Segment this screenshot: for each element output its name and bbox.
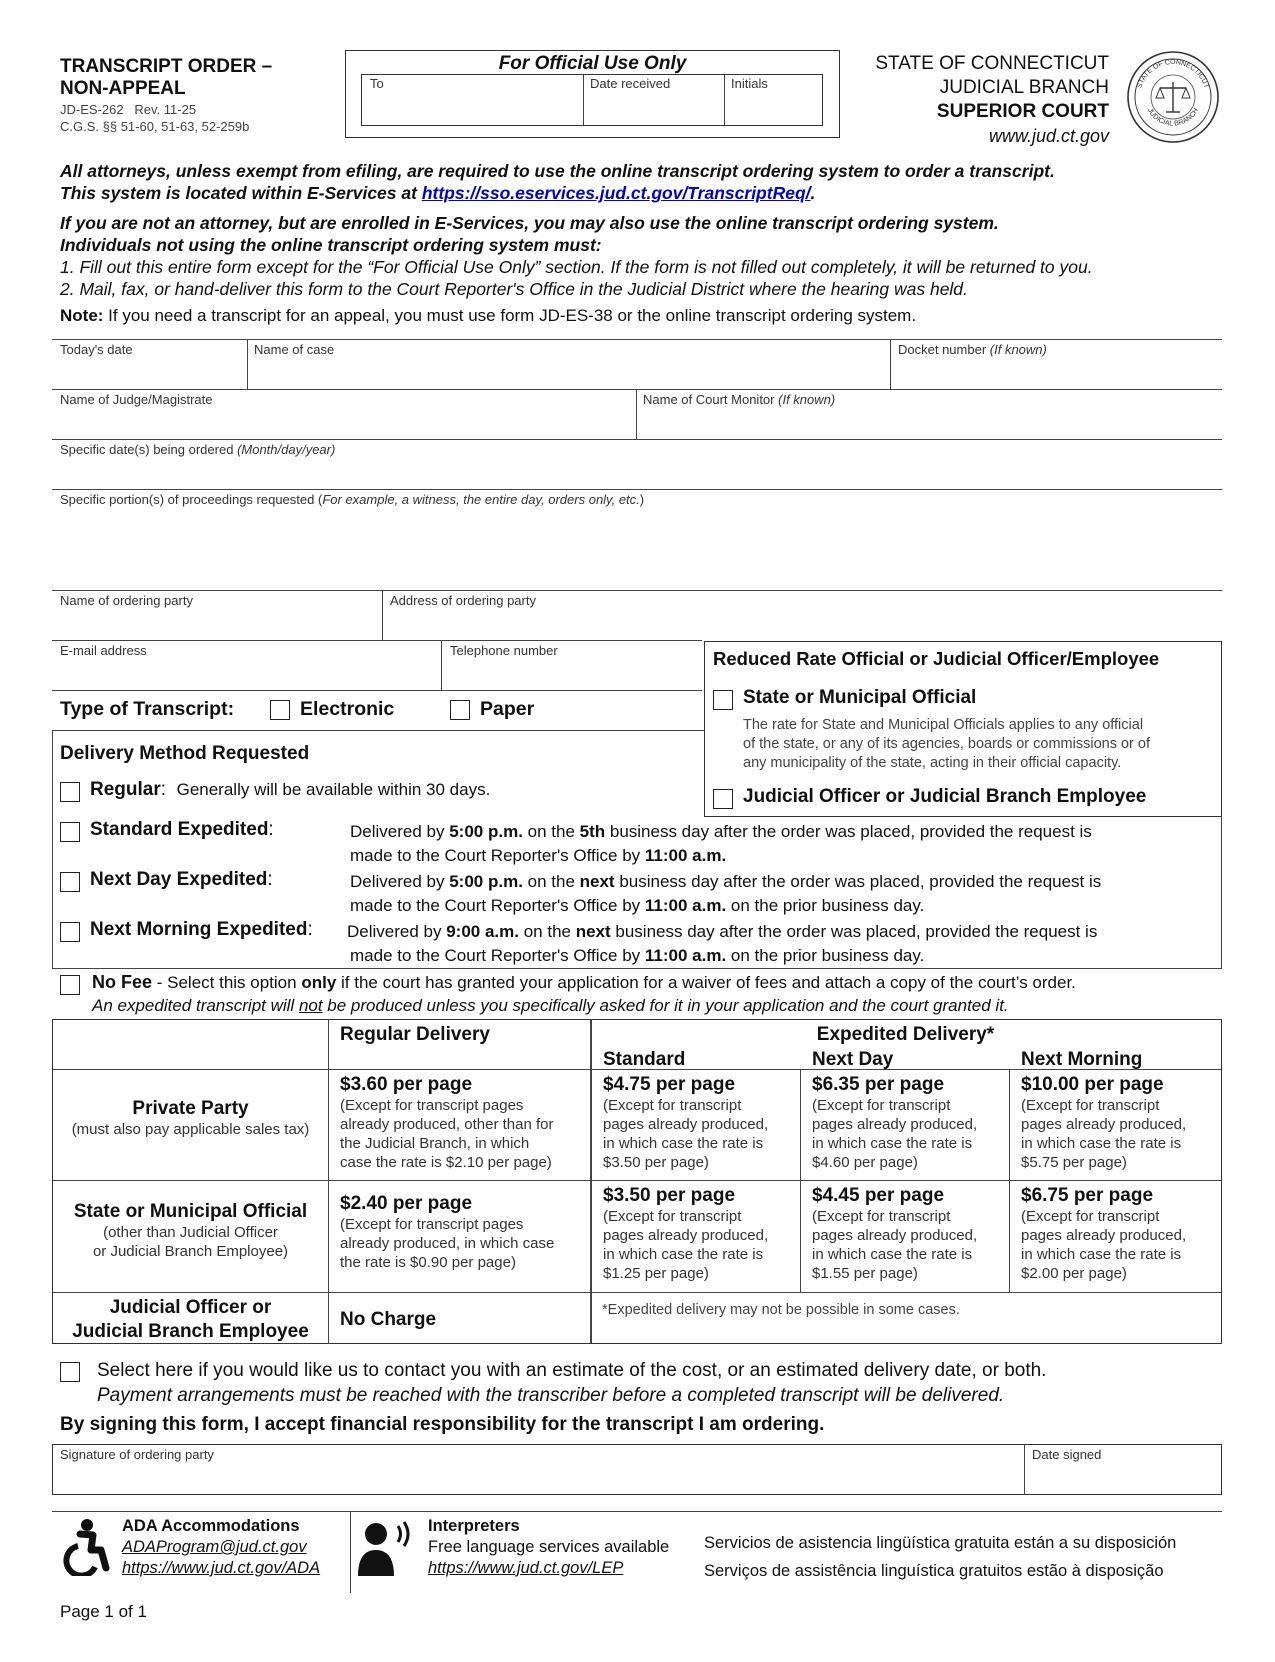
standard-expedited-terms [350,820,1092,868]
next-day-expedited-label: Next Day Expedited [90,869,268,890]
court-header [875,52,1109,148]
court-monitor-label [643,392,835,407]
todays-date-field[interactable] [56,358,242,386]
official-nextday-rate: $4.45 per page [812,1185,945,1206]
financial-responsibility: By signing this form, I accept financial responsibility for the transcript I am ordering. [60,1414,825,1435]
official-use-box [345,50,840,138]
no-fee-only: only [301,973,337,992]
form-title-line2: NON-APPEAL [60,78,186,99]
private-nextmorning-note-2: pages already produced, [1021,1116,1187,1133]
language-notices [704,1529,1176,1585]
date-signed-field[interactable] [1029,1463,1217,1491]
official-standard-note-3: in which case the rate is [603,1246,764,1263]
delivery-heading: Delivery Method Requested [60,743,310,764]
official-initials-label: Initials [731,76,768,91]
next-day-expedited-terms [350,870,1101,918]
ada-title: ADA Accommodations [122,1517,300,1535]
next-day-header: Next Day [812,1049,894,1070]
no-fee-note [92,994,1232,1017]
official-regular-cell [340,1193,554,1272]
next-day-time: 5:00 p.m. [449,872,523,891]
private-standard-note-4: $3.50 per page) [603,1154,709,1171]
estimate-line1: Select here if you would like us to contact you with an estimate of the cost, or an estimated delivery date, or both. [97,1360,1047,1381]
electronic-label: Electronic [300,698,395,720]
official-date-received-label: Date received [590,76,671,91]
estimate-line2: Payment arrangements must be reached with the transcriber before a completed transcript will be delivered. [97,1385,1005,1406]
spanish-notice: Servicios de asistencia lingüística gratuita están a su disposición [704,1534,1177,1552]
page-number: Page 1 of 1 [60,1602,147,1621]
official-nextmorning-note-3: in which case the rate is [1021,1246,1182,1263]
next-day-next: next [579,872,615,891]
regular-description: Generally will be available within 30 days. [176,780,491,799]
official-sublabel-2: or Judicial Branch Employee) [92,1243,289,1260]
dates-ordered-field[interactable] [56,458,1216,486]
no-fee-label: No Fee [92,972,153,992]
court-monitor-text: Name of Court Monitor [643,392,775,407]
portions-hint-close: ) [639,492,645,507]
interpreter-text: Free language services available [428,1538,670,1556]
next-morning-made-to: made to the Court Reporter's Office by [350,946,645,965]
dates-ordered-text: Specific date(s) being ordered [60,442,234,457]
standard-expedited-label: Standard Expedited [90,819,269,840]
no-fee-text: if the court has granted your application for a waiver of fees and attach a copy of the court’s order. [336,973,1076,992]
note-text: If you need a transcript for an appeal, you must use form JD-ES-38 or the online transcript ordering system. [103,306,917,325]
instruction-line2-suffix: . [810,183,816,203]
standard-on-the: on the [522,822,580,841]
case-name-field[interactable] [252,358,884,386]
note-label: Note: [60,306,104,325]
private-nextday-cell [812,1074,977,1172]
instruction-attorneys [60,160,1210,204]
instruction-step2: 2. Mail, fax, or hand-deliver this form to the Court Reporter's Office in the Judicial District where the hearing was held. [60,279,968,299]
todays-date-label: Today's date [60,342,133,357]
note [60,306,916,326]
address-label: Address of ordering party [390,593,536,608]
standard-cutoff: 11:00 a.m. [644,846,727,865]
seal-text-top: STATE OF CONNECTICUT [1136,58,1210,90]
official-regular-rate: $2.40 per page [340,1193,473,1214]
official-nextday-note-3: in which case the rate is [812,1246,973,1263]
regular-label: Regular [90,779,161,800]
private-standard-note-3: in which case the rate is [603,1135,764,1152]
private-nextday-note-1: (Except for transcript [812,1097,951,1114]
official-use-title: For Official Use Only [498,53,687,74]
case-name-label: Name of case [254,342,335,357]
no-charge: No Charge [340,1309,437,1330]
no-fee-option [92,971,1232,1017]
no-fee-dash: - Select this option [152,973,302,992]
standard-expedited-option [90,819,274,841]
estimate-text [97,1358,1046,1408]
no-fee-note-pre: An expedited transcript will [92,996,299,1015]
state-official-label: State or Municipal Official [743,687,977,708]
next-day-on-the: on the [522,872,580,891]
next-day-made-to: made to the Court Reporter's Office by [350,896,645,915]
next-day-terms-line2 [350,894,1101,918]
next-day-terms-line1 [350,870,1101,894]
judicial-employee-checkbox[interactable] [713,789,733,809]
standard-made-to: made to the Court Reporter's Office by [350,846,645,865]
private-regular-note-1: (Except for transcript pages [340,1097,524,1114]
expedited-footnote: *Expedited delivery may not be possible in some cases. [602,1302,960,1318]
private-regular-rate: $3.60 per page [340,1074,473,1095]
court-name: SUPERIOR COURT [936,101,1109,122]
reduced-rate-title: Reduced Rate Official or Judicial Officer/Employee [713,648,1160,669]
private-standard-note-1: (Except for transcript [603,1097,742,1114]
private-party-row-label [53,1098,328,1139]
official-date-received-field[interactable] [587,93,721,121]
court-monitor-hint: (If known) [778,392,836,407]
official-to-field[interactable] [366,93,578,121]
transcript-type-label: Type of Transcript: [60,698,235,720]
private-regular-note-4: case the rate is $2.10 per page) [340,1154,552,1171]
regular-delivery-header: Regular Delivery [340,1024,490,1045]
standard-5th: 5th [579,822,606,841]
official-standard-rate: $3.50 per page [603,1185,736,1206]
official-nextmorning-rate: $6.75 per page [1021,1185,1154,1206]
official-standard-note-4: $1.25 per page) [603,1265,709,1282]
state-official-desc-line1: The rate for State and Municipal Officials applies to any official [743,717,1144,733]
form-title [60,56,272,100]
private-nextday-note-4: $4.60 per page) [812,1154,918,1171]
no-fee-note-post: be produced unless you specifically asked for it in your application and the court granted it. [322,996,1009,1015]
email-field[interactable] [56,659,436,687]
form-title-line1: TRANSCRIPT ORDER – [60,56,273,77]
state-official-desc-line3: any municipality of the state, acting in their official capacity. [743,755,1122,771]
dates-ordered-label [60,442,335,457]
official-standard-note-1: (Except for transcript [603,1208,742,1225]
official-regular-note-1: (Except for transcript pages [340,1216,524,1233]
regular-colon: : [160,779,167,800]
instruction-line3: If you are not an attorney, but are enrolled in E-Services, you may also use the online transcript ordering system. [60,213,999,233]
private-nextday-rate: $6.35 per page [812,1074,945,1095]
seal-text-bottom: JUDICIAL BRANCH [1145,107,1201,128]
standard-delivered-by: Delivered by [350,822,450,841]
next-morning-expedited-terms [347,920,1097,968]
paper-checkbox[interactable] [450,700,470,720]
rate-table [52,1019,1222,1344]
official-nextday-cell [812,1185,977,1283]
standard-expedited-checkbox[interactable] [60,822,80,842]
docket-number-label [898,342,1047,357]
signature-label: Signature of ordering party [60,1447,214,1462]
standard-terms-line2 [350,844,1092,868]
standard-header: Standard [603,1049,686,1070]
instruction-step1: 1. Fill out this entire form except for the “For Official Use Only” section. If the form is not filled out completely, it will be returned to you. [60,257,1093,277]
ordering-party-label: Name of ordering party [60,593,193,608]
private-regular-note-3: the Judicial Branch, in which [340,1135,530,1152]
judge-label: Name of Judge/Magistrate [60,392,213,407]
statutes: C.G.S. §§ 51-60, 51-63, 52-259b [60,119,250,134]
next-morning-terms-line1 [347,920,1097,944]
signature-box [52,1444,1222,1495]
next-morning-delivered-by: Delivered by [347,922,447,941]
portions-hint: For example, a witness, the entire day, orders only, etc. [322,492,640,507]
no-fee-checkbox[interactable] [60,975,80,995]
regular-checkbox[interactable] [60,782,80,802]
state-official-desc-line2: of the state, or any of its agencies, boards or commissions or of [743,736,1150,752]
official-to-label: To [370,76,384,91]
docket-number-field[interactable] [896,358,1218,386]
electronic-checkbox[interactable] [270,700,290,720]
next-morning-cutoff: 11:00 a.m. [644,946,727,965]
instruction-line4: Individuals not using the online transcript ordering system must: [60,235,602,255]
judicial-seal-icon [1126,50,1220,144]
next-morning-prior: on the prior business day. [726,946,925,965]
next-morning-next: next [575,922,611,941]
portions-label [60,492,644,507]
next-day-prior: on the prior business day. [726,896,925,915]
private-nextmorning-note-1: (Except for transcript [1021,1097,1160,1114]
standard-after: business day after the order was placed, provided the request is [605,822,1092,841]
next-day-after: business day after the order was placed, provided the request is [614,872,1102,891]
telephone-label: Telephone number [450,643,558,658]
next-morning-time: 9:00 a.m. [446,922,519,941]
ada-section [122,1516,320,1579]
private-standard-rate: $4.75 per page [603,1074,736,1095]
no-fee-line1 [92,971,1232,994]
portions-field[interactable] [56,510,1216,586]
instruction-line1: All attorneys, unless exempt from efiling, are required to use the online transcript ordering system to order a transcript. [60,161,1055,181]
private-party-label: Private Party [132,1098,249,1119]
regular-option [90,779,490,801]
private-nextmorning-rate: $10.00 per page [1021,1074,1164,1095]
website: www.jud.ct.gov [988,126,1109,146]
judicial-employee-label: Judicial Officer or Judicial Branch Employee [743,786,1147,807]
standard-expedited-colon: : [268,819,274,840]
official-regular-note-2: already produced, in which case [340,1235,555,1252]
official-nextmorning-note-1: (Except for transcript [1021,1208,1160,1225]
official-nextmorning-note-4: $2.00 per page) [1021,1265,1127,1282]
portuguese-notice: Serviços de assistência linguística gratuitos estão à disposição [704,1562,1164,1580]
interpreter-section [428,1516,669,1579]
form-number: JD-ES-262 Rev. 11-25 [60,102,197,117]
next-morning-expedited-label: Next Morning Expedited [90,919,308,940]
private-regular-note-2: already produced, other than for [340,1116,554,1133]
estimate-checkbox[interactable] [60,1362,80,1382]
next-morning-header: Next Morning [1021,1049,1143,1070]
official-initials-field[interactable] [728,93,820,121]
standard-time: 5:00 p.m. [449,822,523,841]
no-fee-note-not: not [298,996,323,1015]
private-nextday-note-3: in which case the rate is [812,1135,973,1152]
next-day-expedited-option [90,869,273,891]
judicial-label-line2: Judicial Branch Employee [72,1321,309,1342]
interpreter-icon [356,1520,414,1576]
branch-name: JUDICIAL BRANCH [939,77,1109,98]
judicial-label-line1: Judicial Officer or [109,1297,272,1318]
interpreter-url-link[interactable]: https://www.jud.ct.gov/LEP [428,1559,624,1577]
docket-label-text: Docket number [898,342,987,357]
next-day-expedited-checkbox[interactable] [60,872,80,892]
official-nextday-note-2: pages already produced, [812,1227,978,1244]
ordering-party-field[interactable] [56,609,378,637]
interpreter-title: Interpreters [428,1517,520,1535]
instruction-line2 [60,182,1210,204]
address-field[interactable] [388,609,1218,637]
court-monitor-field[interactable] [641,408,1217,436]
next-day-expedited-colon: : [267,869,273,890]
portions-hint-open: ( [314,492,323,507]
paper-label: Paper [480,698,535,720]
official-label: State or Municipal Official [73,1201,308,1222]
next-morning-expedited-checkbox[interactable] [60,922,80,942]
portions-text: Specific portion(s) of proceedings requested [60,492,315,507]
official-nextday-note-1: (Except for transcript [812,1208,951,1225]
private-party-sublabel: (must also pay applicable sales tax) [71,1121,310,1138]
state-name: STATE OF CONNECTICUT [875,53,1109,74]
ada-url-link[interactable]: https://www.jud.ct.gov/ADA [122,1559,321,1577]
official-standard-note-2: pages already produced, [603,1227,769,1244]
next-morning-terms-line2 [347,944,1097,968]
state-official-description [743,716,1150,773]
private-nextday-note-2: pages already produced, [812,1116,978,1133]
next-morning-expedited-colon: : [307,919,313,940]
ada-email-link[interactable]: ADAProgram@jud.ct.gov [122,1538,307,1556]
official-nextmorning-note-2: pages already produced, [1021,1227,1187,1244]
dates-ordered-hint: (Month/day/year) [237,442,336,457]
instruction-line2-prefix: This system is located within E-Services at [60,183,422,203]
judge-field[interactable] [56,408,632,436]
accessibility-icon [58,1518,110,1576]
official-sublabel-1: (other than Judicial Officer [103,1224,278,1241]
instruction-non-attorneys [60,212,1230,300]
official-row-label [53,1201,328,1261]
telephone-field[interactable] [448,659,698,687]
official-use-fields [361,74,823,126]
official-nextday-note-4: $1.55 per page) [812,1265,918,1282]
judicial-row-label [53,1296,328,1344]
private-standard-note-2: pages already produced, [603,1116,769,1133]
private-regular-cell [340,1074,553,1172]
email-label: E-mail address [60,643,147,658]
state-official-checkbox[interactable] [713,690,733,710]
signature-field[interactable] [57,1463,1019,1491]
docket-hint: (If known) [989,342,1047,357]
private-nextmorning-note-4: $5.75 per page) [1021,1154,1127,1171]
official-regular-note-3: the rate is $0.90 per page) [340,1254,516,1271]
reduced-rate-box [704,641,1222,817]
next-day-delivered-by: Delivered by [350,872,450,891]
official-standard-cell [603,1185,768,1283]
private-nextmorning-cell [1021,1074,1186,1172]
private-standard-cell [603,1074,768,1172]
next-morning-expedited-option [90,919,313,941]
private-nextmorning-note-3: in which case the rate is [1021,1135,1182,1152]
transcript-request-link[interactable]: https://sso.eservices.jud.ct.gov/TranscriptReq/ [421,183,811,203]
next-morning-after: business day after the order was placed, provided the request is [610,922,1098,941]
official-nextmorning-cell [1021,1185,1186,1283]
date-signed-label: Date signed [1032,1447,1102,1462]
next-day-cutoff: 11:00 a.m. [644,896,727,915]
expedited-delivery-header: Expedited Delivery* [816,1024,995,1045]
standard-terms-line1 [350,820,1092,844]
next-morning-on-the: on the [518,922,576,941]
